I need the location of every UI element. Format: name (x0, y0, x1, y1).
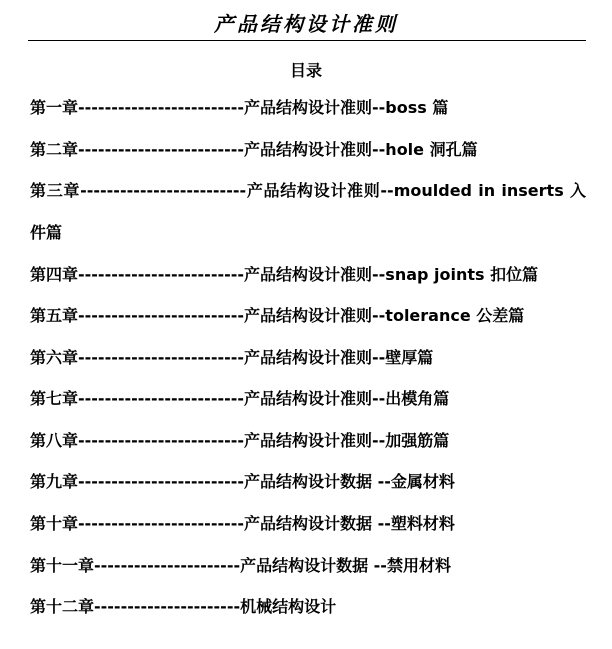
toc-line-chapter-4: 第四章-------------------------产品结构设计准则--snap joints 扣位篇 (30, 265, 539, 284)
title-divider (28, 40, 586, 41)
toc-line-chapter-8: 第八章-------------------------产品结构设计准则--加强筋篇 (30, 431, 450, 450)
toc-line-chapter-5: 第五章-------------------------产品结构设计准则--tolerance 公差篇 (30, 306, 525, 325)
toc-line-chapter-7: 第七章-------------------------产品结构设计准则--出模角篇 (30, 389, 450, 408)
toc-line-chapter-3-continued: 件篇 (30, 223, 63, 242)
toc-line-chapter-6: 第六章-------------------------产品结构设计准则--壁厚篇 (30, 348, 434, 367)
toc-line-chapter-1: 第一章-------------------------产品结构设计准则--boss 篇 (30, 98, 449, 117)
toc-line-chapter-12: 第十二章----------------------机械结构设计 (30, 597, 337, 616)
toc-line-chapter-2: 第二章-------------------------产品结构设计准则--hole 洞孔篇 (30, 140, 478, 159)
toc-line-chapter-10: 第十章-------------------------产品结构设计数据 --塑料材料 (30, 514, 455, 533)
toc-line-chapter-11: 第十一章----------------------产品结构设计数据 --禁用材料 (30, 556, 451, 575)
document-title: 产品结构设计准则 (214, 12, 398, 36)
toc-line-chapter-3: 第三章-------------------------产品结构设计准则--moulded in inserts 入 (30, 181, 586, 200)
toc-line-chapter-9: 第九章-------------------------产品结构设计数据 --金属材料 (30, 472, 455, 491)
toc-heading: 目录 (289, 61, 322, 80)
